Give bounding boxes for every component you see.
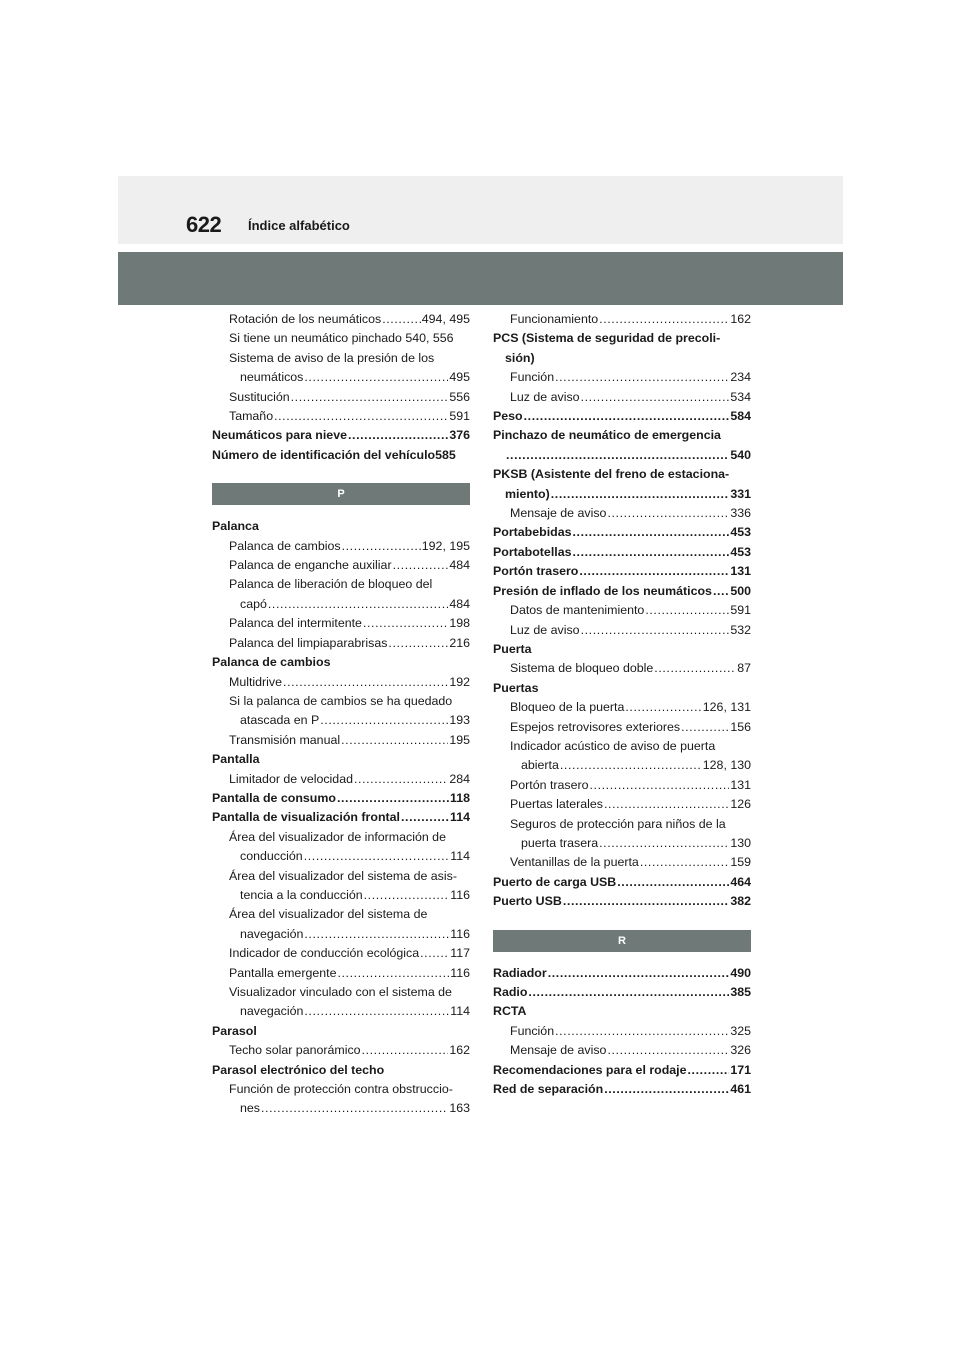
index-entry-page: 453 [730, 544, 751, 559]
index-entry-page: 584 [730, 409, 751, 424]
index-entry [212, 407, 470, 426]
dot-leader [640, 853, 729, 872]
index-entry [212, 595, 470, 614]
index-entry-label: Palanca de cambios [229, 538, 341, 553]
index-entry [493, 983, 751, 1002]
dot-leader [607, 504, 729, 523]
index-entry [493, 776, 751, 795]
index-entry-label: Área del visualizador del sistema de asis- [229, 868, 457, 883]
dot-leader [581, 388, 730, 407]
index-entry-label: Funcionamiento [510, 312, 599, 326]
index-entry-label: Pantalla de consumo [212, 790, 336, 805]
index-entry [493, 834, 751, 853]
dot-leader [713, 582, 729, 601]
index-entry [212, 1002, 470, 1021]
index-entry-page: 591 [449, 409, 470, 424]
dot-leader [291, 388, 449, 407]
dot-leader [528, 983, 729, 1002]
dot-leader [579, 562, 729, 581]
index-entry-label: Puerta [493, 641, 532, 656]
index-entry-page: 114 [450, 810, 470, 825]
index-entry-page: 126 [730, 797, 751, 812]
dot-leader [401, 808, 449, 827]
index-entry-label: Palanca de cambios [212, 655, 331, 670]
index-entry-page: 494, 495 [421, 312, 470, 326]
index-entry-page: 385 [730, 985, 751, 999]
index-entry [493, 349, 751, 368]
index-entry-label: miento) [505, 486, 550, 501]
index-entry [212, 329, 470, 348]
index-entry-label: Pantalla emergente [229, 965, 337, 980]
index-entry [212, 426, 470, 445]
dot-leader [599, 834, 729, 853]
index-entry [212, 614, 470, 633]
dot-leader [573, 523, 730, 542]
index-entry-page: 331 [730, 486, 751, 501]
index-entry [493, 853, 751, 872]
index-entry-label: Sistema de aviso de la presión de los [229, 350, 435, 365]
index-entry [493, 562, 751, 581]
index-entry-page: 382 [730, 894, 751, 909]
index-entry-label: Si tiene un neumático pinchado 540, 556 [229, 331, 454, 346]
index-entry-page: 490 [730, 965, 751, 980]
page-number: 622 [186, 212, 222, 237]
index-entry-label: Puerto de carga USB [493, 874, 617, 889]
dot-leader [524, 407, 730, 426]
index-entry-page: 131 [730, 564, 751, 579]
index-entry-label: Palanca de liberación de bloqueo del [229, 577, 433, 592]
index-entry-page: 326 [730, 1043, 751, 1058]
index-entry-label: Número de identificación del vehículo585 [212, 447, 456, 462]
index-entry [493, 329, 751, 348]
dot-leader [393, 556, 449, 575]
index-entry-label: nes [240, 1101, 260, 1116]
index-entry-label: PKSB (Asistente del freno de estaciona- [493, 467, 730, 482]
index-column-left [212, 310, 470, 1119]
index-entry-page: 162 [730, 312, 751, 326]
index-entry-label: Puertas [493, 680, 539, 695]
index-entry-label: Red de separación [493, 1082, 604, 1097]
index-entry-page: 118 [450, 790, 470, 805]
index-entry [493, 964, 751, 983]
index-entry [493, 407, 751, 426]
dot-leader [304, 847, 450, 866]
index-entry-page: 117 [450, 946, 470, 961]
dot-leader [581, 621, 730, 640]
dot-leader [320, 711, 448, 730]
index-entry-page: 193 [449, 713, 470, 728]
index-entry-page: 325 [730, 1023, 751, 1038]
index-entry [212, 446, 470, 465]
index-entry [212, 1041, 470, 1060]
index-entry-page: 126, 131 [702, 700, 751, 715]
index-entry-label: Palanca del intermitente [229, 616, 362, 631]
index-entry-label: tencia a la conducción [240, 887, 363, 902]
index-entry-label: RCTA [493, 1004, 527, 1019]
dot-leader [551, 485, 730, 504]
index-entry [493, 621, 751, 640]
index-entry-label: Pinchazo de neumático de emergencia [493, 428, 721, 443]
index-entry-label: Mensaje de aviso [510, 1043, 607, 1058]
header-band [118, 176, 843, 244]
dot-leader [388, 634, 448, 653]
index-entry-label: Mensaje de aviso [510, 506, 607, 521]
index-entry-label: Portabebidas [493, 525, 572, 540]
dot-leader [261, 1099, 448, 1118]
index-entry-label: Rotación de los neumáticos [229, 312, 382, 326]
index-entry-label: Sistema de bloqueo doble [510, 661, 654, 676]
index-entry-page: 130 [730, 835, 751, 850]
index-entry-label: Portón trasero [493, 564, 579, 579]
index-entry-label: navegación [240, 926, 304, 941]
index-entry-page: 453 [730, 525, 751, 540]
index-entry-page: 336 [730, 506, 751, 521]
index-entry-page: 284 [449, 771, 470, 786]
index-entry [212, 349, 470, 368]
index-entry [493, 795, 751, 814]
dot-leader [337, 964, 449, 983]
index-entry [493, 659, 751, 678]
index-entry [493, 892, 751, 911]
index-entry-page: 534 [730, 389, 751, 404]
dot-leader [555, 368, 729, 387]
index-entry [212, 847, 470, 866]
index-entry-label: PCS (Sistema de seguridad de precoli- [493, 331, 721, 346]
index-entry [493, 756, 751, 775]
index-entry-page: 532 [730, 622, 751, 637]
index-entry-page: 540 [730, 447, 751, 462]
index-entry-page: 500 [730, 583, 751, 598]
index-entry [212, 944, 470, 963]
index-entry-label: Indicador de conducción ecológica [229, 946, 420, 961]
index-entry [212, 368, 470, 387]
dot-leader [604, 795, 729, 814]
dot-leader [681, 718, 729, 737]
dot-leader [337, 789, 449, 808]
index-entry [212, 983, 470, 1002]
index-entry-label: Multidrive [229, 674, 283, 689]
index-entry [212, 905, 470, 924]
index-entry [493, 388, 751, 407]
index-letter-heading: R [493, 930, 751, 952]
index-entry-page: 591 [730, 603, 751, 618]
index-entry-label: Luz de aviso [510, 389, 580, 404]
index-entry [212, 789, 470, 808]
index-column-right [493, 310, 751, 1099]
dot-leader [555, 1022, 729, 1041]
index-entry [493, 1080, 751, 1099]
dot-leader [688, 1061, 730, 1080]
index-entry [493, 815, 751, 834]
index-entry [493, 310, 751, 329]
index-entry [493, 873, 751, 892]
index-entry-label: Si la palanca de cambios se ha quedado [229, 693, 453, 708]
dot-leader [604, 1080, 729, 1099]
index-entry [493, 718, 751, 737]
index-entry-label: Función [510, 370, 555, 385]
index-entry-label: Radio [493, 985, 528, 999]
index-entry-label: Visualizador vinculado con el sistema de [229, 985, 452, 999]
index-entry [212, 770, 470, 789]
index-entry [212, 537, 470, 556]
index-entry-label: Sustitución [229, 389, 290, 404]
index-entry-label: puerta trasera [521, 835, 599, 850]
index-entry-page: 116 [450, 887, 470, 902]
index-entry-page: 156 [730, 719, 751, 734]
index-entry-page: 131 [730, 777, 751, 792]
index-entry-page: 87 [737, 661, 751, 676]
dot-leader [645, 601, 729, 620]
dot-leader [283, 673, 448, 692]
index-entry-label: Parasol electrónico del techo [212, 1062, 385, 1077]
index-entry-page: 116 [450, 965, 470, 980]
index-entry [212, 1080, 470, 1099]
dot-leader [382, 310, 421, 329]
index-entry-label: Ventanillas de la puerta [510, 855, 639, 870]
index-entry-label: Tamaño [229, 409, 274, 424]
index-entry-label: Limitador de velocidad [229, 771, 353, 786]
index-entry-page: 216 [449, 635, 470, 650]
index-entry [493, 601, 751, 620]
index-entry-page: 234 [730, 370, 751, 385]
index-entry-page: 128, 130 [702, 758, 751, 773]
section-title: Índice alfabético [248, 218, 350, 233]
index-entry [493, 737, 751, 756]
dot-leader [563, 892, 729, 911]
dot-leader [304, 368, 448, 387]
index-entry-page: 556 [449, 389, 470, 404]
index-entry-label: Parasol [212, 1023, 257, 1038]
index-entry [212, 575, 470, 594]
dot-leader [304, 925, 449, 944]
index-entry-label: Presión de inflado de los neumáticos [493, 583, 712, 598]
index-entry [212, 886, 470, 905]
dot-leader [363, 614, 448, 633]
index-entry-label: Espejos retrovisores exteriores [510, 719, 681, 734]
index-entry [493, 426, 751, 445]
index-entry-page: 195 [449, 732, 470, 747]
index-entry [212, 692, 470, 711]
index-entry [212, 1099, 470, 1118]
index-entry [212, 388, 470, 407]
index-entry [493, 640, 751, 659]
index-entry-page: 114 [450, 849, 470, 864]
index-entry [493, 523, 751, 542]
index-entry [212, 925, 470, 944]
index-entry [493, 582, 751, 601]
index-entry [493, 1022, 751, 1041]
dot-leader [364, 886, 450, 905]
index-entry [212, 673, 470, 692]
index-entry-page: 376 [449, 428, 470, 443]
index-entry-label: Pantalla de visualización frontal [212, 810, 400, 825]
dot-leader [599, 310, 729, 329]
index-entry [212, 867, 470, 886]
index-entry [212, 808, 470, 827]
index-entry-page: 116 [450, 926, 470, 941]
dot-leader [506, 446, 729, 465]
index-entry [212, 711, 470, 730]
index-entry [493, 543, 751, 562]
index-entry [493, 1061, 751, 1080]
dot-leader [268, 595, 448, 614]
index-entry [212, 828, 470, 847]
dot-leader [607, 1041, 729, 1060]
index-entry-label: Área del visualizador de información de [229, 829, 446, 844]
dot-leader [341, 731, 448, 750]
index-entry-label: Palanca del limpiaparabrisas [229, 635, 388, 650]
index-entry-label: Palanca [212, 519, 259, 534]
dot-leader [420, 944, 449, 963]
dot-leader [274, 407, 448, 426]
index-letter-heading: P [212, 483, 470, 505]
dot-leader [304, 1002, 449, 1021]
index-entry-label: Portón trasero [510, 777, 589, 792]
index-entry-page: 114 [450, 1004, 470, 1019]
dot-leader [617, 873, 729, 892]
index-entry-page: 171 [730, 1062, 751, 1077]
index-entry-label: Peso [493, 409, 523, 424]
index-entry-label: Neumáticos para nieve [212, 428, 347, 443]
index-entry-page: 198 [449, 616, 470, 631]
index-entry [493, 1041, 751, 1060]
index-entry [493, 446, 751, 465]
index-entry [493, 485, 751, 504]
index-entry-page: 495 [449, 370, 470, 385]
index-entry [212, 556, 470, 575]
index-entry-label: Datos de mantenimiento [510, 603, 645, 618]
index-entry [212, 1061, 470, 1080]
index-entry [493, 368, 751, 387]
dot-leader [625, 698, 701, 717]
dot-leader [590, 776, 730, 795]
dot-leader [348, 426, 448, 445]
index-entry-label: abierta [521, 758, 559, 773]
index-entry [493, 1002, 751, 1021]
dot-leader [548, 964, 730, 983]
index-entry [493, 465, 751, 484]
index-entry [212, 517, 470, 536]
dot-leader [362, 1041, 449, 1060]
index-entry-page: 159 [730, 855, 751, 870]
index-entry [212, 1022, 470, 1041]
index-entry [493, 679, 751, 698]
index-entry-label: Puerto USB [493, 894, 562, 909]
index-entry [212, 634, 470, 653]
index-entry [212, 750, 470, 769]
index-entry [212, 731, 470, 750]
index-entry-page: 484 [449, 596, 470, 611]
index-entry-label: conducción [240, 849, 303, 864]
index-entry-label: capó [240, 596, 267, 611]
index-entry-label: neumáticos [240, 370, 304, 385]
index-entry-label: Puertas laterales [510, 797, 603, 812]
index-entry-label: Transmisión manual [229, 732, 341, 747]
index-entry-page: 162 [449, 1043, 470, 1058]
index-entry-label: Radiador [493, 965, 547, 980]
index-entry-label: Indicador acústico de aviso de puerta [510, 738, 716, 753]
index-entry [493, 698, 751, 717]
index-entry-label: Techo solar panorámico [229, 1043, 361, 1058]
dot-leader [342, 537, 421, 556]
index-entry [212, 964, 470, 983]
index-entry-page: 163 [449, 1101, 470, 1116]
index-entry-page: 192, 195 [421, 538, 470, 553]
index-entry-label: Área del visualizador del sistema de [229, 907, 428, 922]
dot-leader [654, 659, 736, 678]
header-dark-band [118, 252, 843, 305]
index-entry-label: sión) [505, 350, 535, 365]
index-entry-label: Función [510, 1023, 555, 1038]
index-entry [493, 504, 751, 523]
index-entry-label: Bloqueo de la puerta [510, 700, 625, 715]
index-entry-label: navegación [240, 1004, 304, 1019]
index-entry-label: Luz de aviso [510, 622, 580, 637]
index-entry [212, 653, 470, 672]
index-entry-label: Seguros de protección para niños de la [510, 816, 726, 831]
index-entry-page: 461 [730, 1082, 751, 1097]
index-entry-label: Función de protección contra obstruccio- [229, 1082, 453, 1097]
index-entry [212, 310, 470, 329]
dot-leader [573, 543, 730, 562]
dot-leader [560, 756, 702, 775]
index-entry-label: Recomendaciones para el rodaje [493, 1062, 687, 1077]
index-entry-page: 484 [449, 558, 470, 573]
index-entry-page: 192 [449, 674, 470, 689]
index-entry-page: 464 [730, 874, 751, 889]
index-entry-label: atascada en P [240, 713, 320, 728]
index-entry-label: Pantalla [212, 752, 260, 767]
index-entry-label: Portabotellas [493, 544, 572, 559]
index-entry-label: Palanca de enganche auxiliar [229, 558, 392, 573]
dot-leader [354, 770, 448, 789]
